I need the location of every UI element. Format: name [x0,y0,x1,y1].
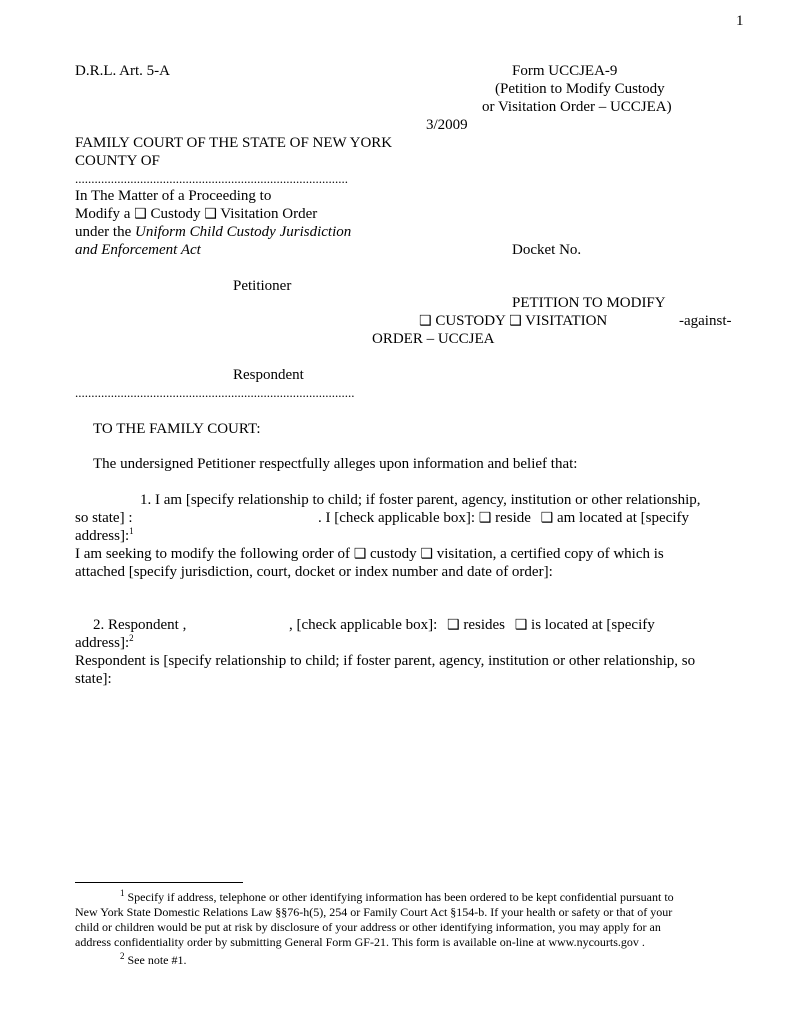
court-name: FAMILY COURT OF THE STATE OF NEW YORK [75,135,393,151]
petition-title-line-3: ORDER – UCCJEA [372,331,495,347]
check-applicable-label: . I [check applicable box]: [318,510,476,526]
act-name-part-2: and Enforcement Act [75,242,201,258]
paragraph-1-attached-line: attached [specify jurisdiction, court, docket or index number and date of order]: [75,564,553,580]
paragraph-2-checkbox-line [289,616,655,634]
footnote-1-line-1 [120,890,674,905]
footnote-2 [120,953,187,968]
petition-title-line-2 [419,312,607,330]
is-located-checkbox-icon[interactable]: ❑ [514,617,528,633]
order-custody-label: custody [366,546,421,562]
act-name-part-1: Uniform Child Custody Jurisdiction [134,224,352,240]
located-checkbox-icon[interactable]: ❑ [540,510,554,526]
custody-checkbox-icon[interactable]: ❑ [134,206,147,222]
resides-checkbox-icon[interactable]: ❑ [447,617,460,633]
order-visitation-checkbox-icon[interactable]: ❑ [420,546,433,562]
salutation: TO THE FAMILY COURT: [93,421,261,437]
petition-custody-checkbox-icon[interactable]: ❑ [419,313,432,329]
county-label: COUNTY OF [75,153,160,169]
petition-visitation-checkbox-icon[interactable]: ❑ [509,313,522,329]
footnote-1-text-1: Specify if address, telephone or other identifying information has been ordered to be kept confidential pursuant to [124,890,674,904]
custody-label: Custody [146,206,205,222]
paragraph-1-so-state: so state] : [75,510,133,526]
resides-label: resides [459,617,505,633]
footnote-1-line-4: address confidentiality order by submitting General Form GF-21. This form is available on-line at www.nycourts.gov . [75,935,645,949]
against-label: -against- [679,313,732,329]
paragraph-1-address [75,527,134,545]
paragraph-2-relationship-line: Respondent is [specify relationship to child; if foster parent, agency, institution or other relationship, so [75,653,696,669]
paragraph-2-address [75,634,134,652]
under-the-label: under the [75,224,135,240]
petitioner-label: Petitioner [233,278,292,294]
seeking-to-modify-label: I am seeking to modify the following order of [75,546,354,562]
docket-label: Docket No. [512,242,582,258]
footnote-2-reference[interactable]: 2 [129,633,134,643]
footnote-separator [75,882,243,883]
respondent-label: Respondent [233,367,304,383]
footnote-1-reference[interactable]: 1 [129,526,134,536]
form-title-line-1: (Petition to Modify Custody [495,81,665,97]
is-located-label: is located at [specify [527,617,655,633]
paragraph-2-respondent: 2. Respondent , [93,617,187,633]
reside-checkbox-icon[interactable]: ❑ [478,510,492,526]
modify-a-label: Modify a [75,206,135,222]
modify-line [75,205,317,223]
page-number: 1 [736,13,744,29]
paragraph-1-line-1: 1. I am [specify relationship to child; if foster parent, agency, institution or other relationship, [140,492,701,508]
visitation-checkbox-icon[interactable]: ❑ [204,206,217,222]
intro-paragraph: The undersigned Petitioner respectfully alleges upon information and belief that: [93,456,578,472]
footnote-1-line-3: child or children would be put at risk by disclosure of your address or other identifying information, you may apply for an [75,920,661,934]
visitation-order-label: Visitation Order [216,206,318,222]
reside-label: reside [491,510,531,526]
form-title-line-2: or Visitation Order – UCCJEA) [482,99,672,115]
order-visitation-label: visitation, a certified copy of which is [432,546,664,562]
footnote-1-line-2: New York State Domestic Relations Law §§76-h(5), 254 or Family Court Act §154-b. If your health or safety or that of your [75,905,673,919]
footnote-1-number: 1 [120,888,125,898]
statute-reference: D.R.L. Art. 5-A [75,63,170,79]
form-id: Form UCCJEA-9 [512,63,618,79]
paragraph-1-checkbox-line [318,509,689,527]
located-label: am located at [specify [553,510,689,526]
petition-visitation-label: VISITATION [521,313,608,329]
respondent-check-applicable-label: , [check applicable box]: [289,617,438,633]
paragraph-2-state-line: state]: [75,671,112,687]
petition-title-line-1: PETITION TO MODIFY [512,295,666,311]
form-revision-date: 3/2009 [426,117,468,133]
footnote-2-number: 2 [120,951,125,961]
petition-custody-label: CUSTODY [431,313,510,329]
order-custody-checkbox-icon[interactable]: ❑ [353,546,367,562]
caption-dotted-line: ...................................................................................... [75,385,355,400]
respondent-address-label: address]: [75,635,130,651]
act-line-1 [75,223,351,241]
matter-line: In The Matter of a Proceeding to [75,188,272,204]
address-label: address]: [75,528,130,544]
footnote-2-text: See note #1. [124,953,187,967]
county-dotted-line[interactable]: .................................................................................... [75,171,348,186]
paragraph-1-order-line [75,545,664,563]
